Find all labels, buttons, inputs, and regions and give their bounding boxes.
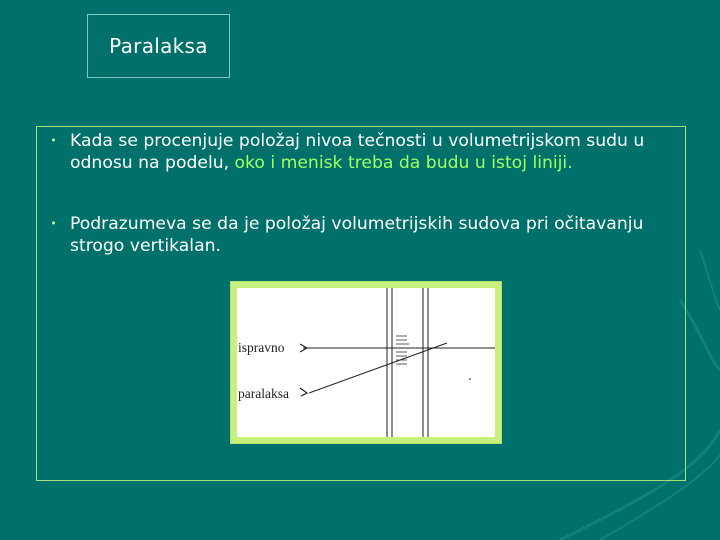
- label-correct: ispravno: [238, 340, 285, 355]
- parallax-diagram: [237, 288, 495, 437]
- label-parallax: paralaksa: [238, 386, 289, 401]
- bullet-text-1: [70, 130, 677, 174]
- bullet-dot-icon: •: [50, 134, 57, 147]
- bullet-item-1: [37, 130, 677, 174]
- bullet-dot-icon: •: [50, 217, 57, 230]
- parallax-figure: [230, 281, 502, 444]
- bullet-text-1-main: Kada se procenjuje položaj nivoa tečnosti u volumetrijskom sudu u odnosu na podelu,: [70, 131, 645, 173]
- bullet-text-2: Podrazumeva se da je položaj volumetrijskih sudova pri očitavanju strogo vertikalan.: [70, 214, 644, 256]
- bullet-item-2: [37, 213, 677, 257]
- slide-title: [87, 14, 230, 78]
- bullet-text-1-highlight: oko i menisk treba da budu u istoj liniji.: [234, 153, 573, 173]
- parallax-diagram-drawing: [237, 288, 495, 437]
- content-panel: [36, 126, 686, 481]
- slide-title-text: Paralaksa: [109, 34, 208, 58]
